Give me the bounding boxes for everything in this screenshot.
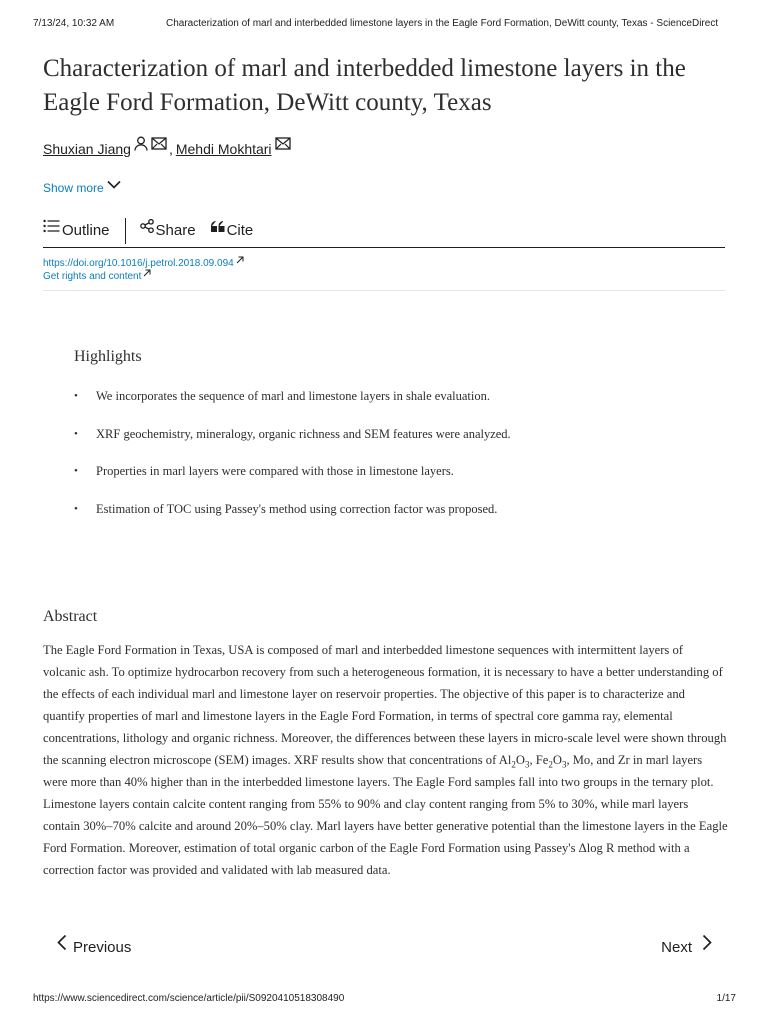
external-link-icon [236,256,244,264]
cite-button[interactable] [211,222,254,239]
share-button[interactable] [140,222,196,240]
mail-icon[interactable] [151,137,167,153]
doi-link-text: https://doi.org/10.1016/j.petrol.2018.09.094 [43,258,234,269]
abstract-text-part: The Eagle Ford Formation in Texas, USA is composed of marl and interbedded limestone sequences with intermittent layers of volcanic ash. To optimize hydrocarbon recovery from such a heterogeneous formation, it is necessary to have a better understanding of the effects of each individual marl and limestone layer on reservoir properties. The objective of this paper is to characterize and quantify properties of marl and limestone layers in the Eagle Ford Formation, in terms of spectral core gamma ray, elemental concentrations, lithology and organic richness. Moreover, the differences between these layers in micro-scale level were shown through the scanning electron microscope (SEM) images. XRF results show that concentrations of Al [43,643,727,767]
next-button[interactable] [661,937,712,958]
chevron-left-icon [57,937,73,958]
show-more-label: Show more [43,181,104,195]
subscript: 3 [561,759,567,770]
print-url: https://www.sciencedirect.com/science/article/pii/S0920410518308490 [33,993,345,1004]
author-link[interactable]: Mehdi Mokhtari [175,141,272,157]
abstract-text-part: , Fe [529,753,549,767]
print-document-title: Characterization of marl and interbedded limestone layers in the Eagle Ford Formation, DeWitt county, Texas - ScienceDirect [166,18,719,29]
previous-label: Previous [73,939,132,956]
abstract-text-part: O [552,753,562,767]
show-more-button[interactable] [43,181,121,195]
abstract-text-part: O [515,753,525,767]
outline-button[interactable] [43,222,110,240]
rights-link-text: Get rights and content [43,271,142,282]
outline-label: Outline [62,222,110,239]
subscript: 3 [524,759,530,770]
section-divider [43,290,725,291]
toolbar-divider [125,218,126,244]
abstract-heading: Abstract [43,608,98,625]
external-link-icon [143,269,151,277]
previous-button[interactable] [57,937,131,958]
rights-link[interactable] [43,270,244,283]
list-item: • Estimation of TOC using Passey's method using correction factor was proposed. [74,499,511,537]
cite-label: Cite [226,222,254,239]
person-icon[interactable] [134,136,148,154]
share-icon [140,222,156,240]
article-title: Characterization of marl and interbedded limestone layers in the Eagle Ford Formation, DeWitt county, Texas [43,55,686,116]
print-page-number: 1/17 [716,993,736,1004]
next-label: Next [661,939,692,956]
list-item: • XRF geochemistry, mineralogy, organic richness and SEM features were analyzed. [74,424,511,462]
share-label: Share [155,222,196,239]
list-item: • Properties in marl layers were compared with those in limestone layers. [74,461,511,499]
chevron-right-icon [692,937,712,958]
subscript: 2 [511,759,516,770]
abstract-text [43,639,728,881]
abstract-text-part: , Mo, and Zr in marl layers were more than 40% higher than in the interbedded limestone layers. The Eagle Ford samples fall into two groups in the ternary plot. Limestone layers contain calcite content ranging from 55% to 90% and clay content ranging from 5% to 30%, while marl layers contain 30%–70% calcite and around 20%–50% clay. Marl layers have better generative potential than the limestone layers in the Eagle Ford Formation. Moreover, estimation of total organic carbon of the Eagle Ford Formation using Passey's Δlog R method with a correction factor was provided and validated with lab measured data. [43,753,728,877]
author-list [43,140,291,158]
highlights-heading: Highlights [74,348,142,365]
mail-icon[interactable] [275,137,291,153]
list-icon [43,222,62,240]
author-link[interactable]: Shuxian Jiang [43,141,131,157]
article-toolbar [43,214,725,248]
article-pager [57,937,712,965]
print-datetime: 7/13/24, 10:32 AM [33,18,115,29]
chevron-down-icon [104,181,121,195]
list-item: • We incorporates the sequence of marl and limestone layers in shale evaluation. [74,386,511,424]
highlights-list [74,386,511,536]
subscript: 2 [548,759,553,770]
author-separator: , [168,141,173,157]
quote-icon [211,222,227,239]
article-links [43,257,244,283]
